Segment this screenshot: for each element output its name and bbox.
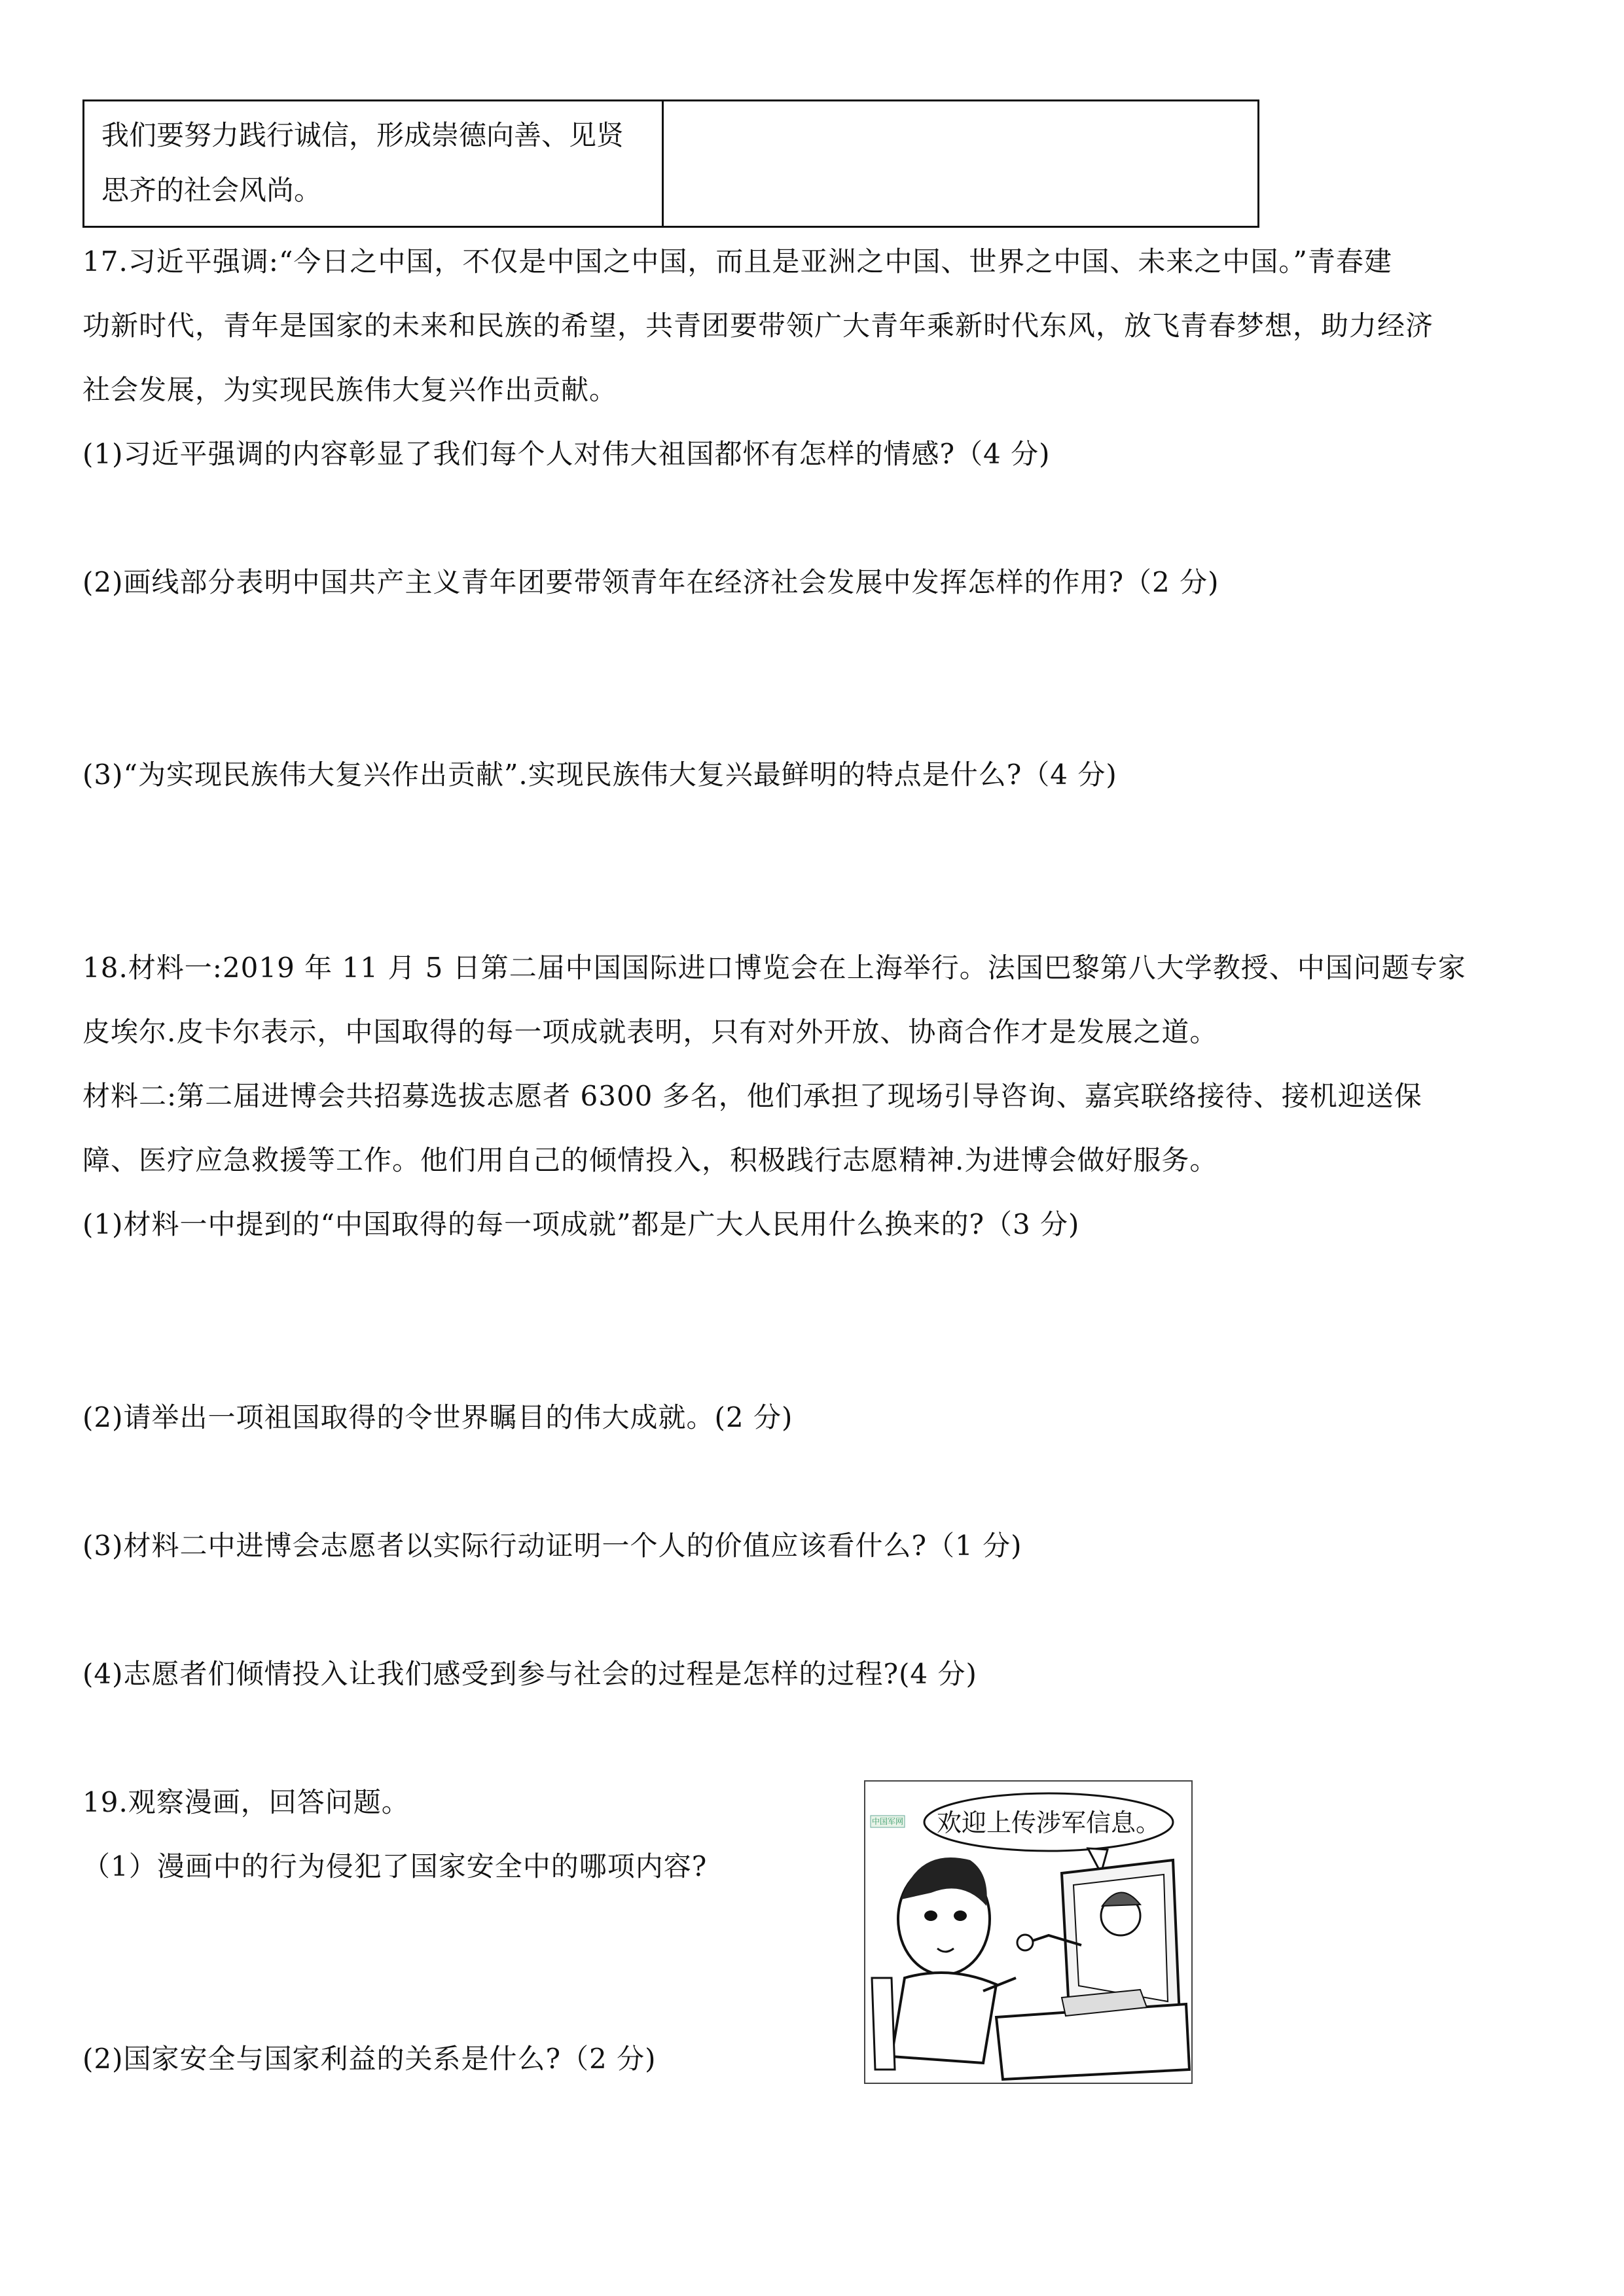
table-right-cell [663,101,1259,227]
q19-sub2: (2)国家安全与国家利益的关系是什么?（2 分) [82,2043,657,2075]
q18-sub1: (1)材料一中提到的“中国取得的每一项成就”都是广大人民用什么换来的?（3 分) [82,1208,1080,1240]
table-left-cell: 我们要努力践行诚信，形成崇德向善、见贤思齐的社会风尚。 [84,101,663,227]
q18-material1-line2: 皮埃尔.皮卡尔表示，中国取得的每一项成就表明，只有对外开放、协商合作才是发展之道。 [82,1016,1218,1048]
answer-table [82,99,1259,228]
q19-sub1: （1）漫画中的行为侵犯了国家安全中的哪项内容? [82,1850,708,1882]
q17-stem-line1: 17.习近平强调:“今日之中国，不仅是中国之中国，而且是亚洲之中国、世界之中国、未来之中国。”青春建 [82,245,1392,278]
q18-material2-line1: 材料二:第二届进博会共招募选拔志愿者 6300 多名，他们承担了现场引导咨询、嘉宾联络接待、接机迎送保 [82,1080,1422,1112]
q17-sub1: (1)习近平强调的内容彰显了我们每个人对伟大祖国都怀有怎样的情感?（4 分) [82,438,1051,470]
q18-sub4: (4)志愿者们倾情投入让我们感受到参与社会的过程是怎样的过程?(4 分) [82,1658,977,1690]
cartoon-image [864,1780,1193,2084]
q17-sub2: (2)画线部分表明中国共产主义青年团要带领青年在经济社会发展中发挥怎样的作用?（2 分) [82,566,1219,598]
q18-sub3: (3)材料二中进博会志愿者以实际行动证明一个人的价值应该看什么?（1 分) [82,1530,1022,1562]
q17-stem-line2: 功新时代，青年是国家的未来和民族的希望，共青团要带领广大青年乘新时代东风，放飞青春梦想，助力经济 [82,310,1434,342]
q17-sub3: (3)“为实现民族伟大复兴作出贡献”.实现民族伟大复兴最鲜明的特点是什么?（4 分) [82,759,1117,791]
q18-material2-line2: 障、医疗应急救援等工作。他们用自己的倾情投入，积极践行志愿精神.为进博会做好服务。 [82,1144,1218,1176]
chair [872,1978,895,2070]
man-body [892,1973,996,2063]
cartoon-speech-text: 欢迎上传涉军信息。 [936,1808,1161,1837]
cartoon-drawing [865,1782,1191,2083]
q17-stem-line3: 社会发展，为实现民族伟大复兴作出贡献。 [82,374,618,406]
desk [996,2004,1189,2079]
q18-material1-line1: 18.材料一:2019 年 11 月 5 日第二届中国国际进口博览会在上海举行。法国巴黎第八大学教授、中国问题专家 [82,952,1466,984]
q18-sub2: (2)请举出一项祖国取得的令世界瞩目的伟大成就。(2 分) [82,1401,793,1433]
q19-stem: 19.观察漫画，回答问题。 [82,1786,410,1818]
cartoon-corner-label: 中国军网 [871,1817,904,1826]
